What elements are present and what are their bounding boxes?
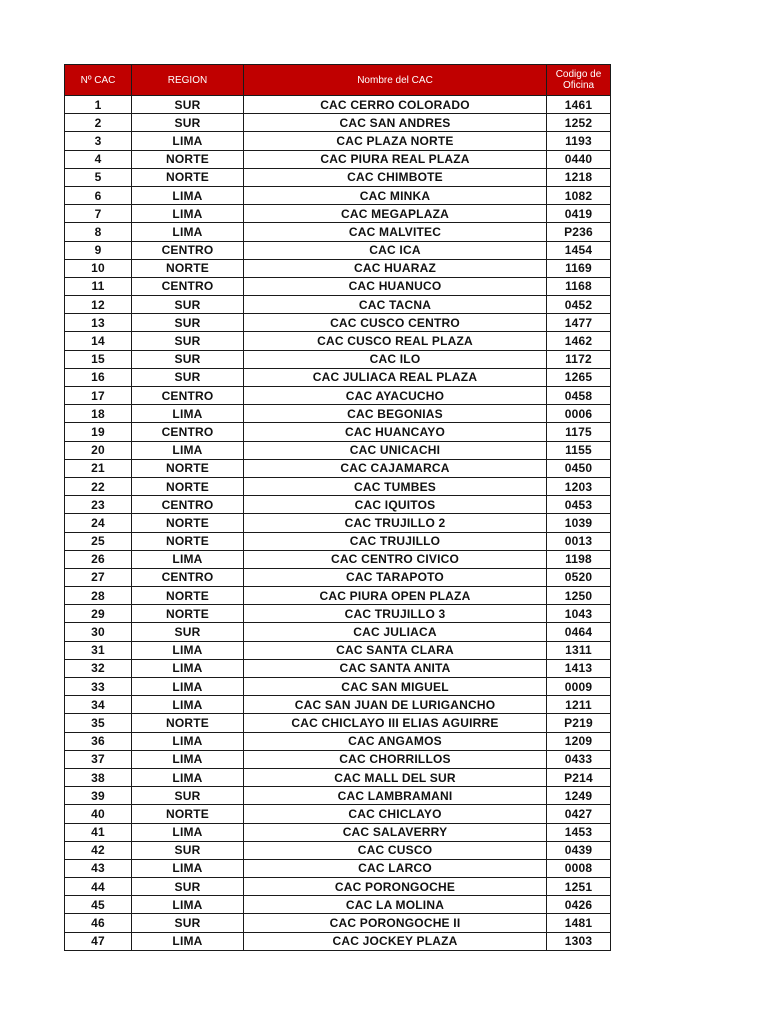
cell-name: CAC JOCKEY PLAZA — [244, 932, 547, 950]
cell-region: LIMA — [132, 896, 244, 914]
cell-region: CENTRO — [132, 241, 244, 259]
cell-region: NORTE — [132, 805, 244, 823]
cell-num: 31 — [65, 641, 132, 659]
cell-region: NORTE — [132, 532, 244, 550]
cell-code: P219 — [547, 714, 611, 732]
table-row — [65, 168, 611, 186]
cell-name: CAC JULIACA — [244, 623, 547, 641]
table-row — [65, 896, 611, 914]
cell-num: 43 — [65, 859, 132, 877]
cell-num: 9 — [65, 241, 132, 259]
cell-num: 36 — [65, 732, 132, 750]
table-row — [65, 859, 611, 877]
cell-name: CAC PORONGOCHE II — [244, 914, 547, 932]
cell-region: LIMA — [132, 132, 244, 150]
cell-region: NORTE — [132, 714, 244, 732]
table-row — [65, 459, 611, 477]
cell-code: 0009 — [547, 678, 611, 696]
cell-code: 0452 — [547, 296, 611, 314]
table-row — [65, 405, 611, 423]
cell-name: CAC MEGAPLAZA — [244, 205, 547, 223]
cell-name: CAC HUARAZ — [244, 259, 547, 277]
cell-name: CAC ANGAMOS — [244, 732, 547, 750]
cell-name: CAC TARAPOTO — [244, 568, 547, 586]
cell-num: 16 — [65, 368, 132, 386]
cell-region: LIMA — [132, 641, 244, 659]
cell-code: 0453 — [547, 496, 611, 514]
cell-code: 1453 — [547, 823, 611, 841]
cell-name: CAC LAMBRAMANI — [244, 787, 547, 805]
cell-region: CENTRO — [132, 387, 244, 405]
table-row — [65, 678, 611, 696]
cell-region: LIMA — [132, 223, 244, 241]
cell-region: LIMA — [132, 405, 244, 423]
cell-num: 39 — [65, 787, 132, 805]
cell-region: SUR — [132, 368, 244, 386]
cell-name: CAC PIURA OPEN PLAZA — [244, 587, 547, 605]
cell-name: CAC SAN ANDRES — [244, 114, 547, 132]
cell-code: 1172 — [547, 350, 611, 368]
cell-name: CAC CHICLAYO III ELIAS AGUIRRE — [244, 714, 547, 732]
table-row — [65, 387, 611, 405]
cell-num: 44 — [65, 878, 132, 896]
table-header — [65, 65, 611, 96]
table-row — [65, 841, 611, 859]
table-row — [65, 114, 611, 132]
cell-name: CAC CUSCO — [244, 841, 547, 859]
header-code: Codigo de Oficina — [547, 65, 611, 96]
table-row — [65, 696, 611, 714]
cell-region: SUR — [132, 787, 244, 805]
cell-num: 42 — [65, 841, 132, 859]
cell-region: LIMA — [132, 441, 244, 459]
cell-num: 18 — [65, 405, 132, 423]
cell-region: SUR — [132, 332, 244, 350]
cell-region: LIMA — [132, 859, 244, 877]
cell-num: 8 — [65, 223, 132, 241]
cell-name: CAC PLAZA NORTE — [244, 132, 547, 150]
cell-region: NORTE — [132, 459, 244, 477]
cell-name: CAC CHORRILLOS — [244, 750, 547, 768]
cell-region: SUR — [132, 878, 244, 896]
table-row — [65, 878, 611, 896]
cell-region: LIMA — [132, 678, 244, 696]
cell-code: 1413 — [547, 659, 611, 677]
cell-num: 33 — [65, 678, 132, 696]
cell-num: 24 — [65, 514, 132, 532]
table-row — [65, 932, 611, 950]
cell-code: 0008 — [547, 859, 611, 877]
cell-num: 6 — [65, 186, 132, 204]
cell-num: 25 — [65, 532, 132, 550]
cell-code: 1251 — [547, 878, 611, 896]
cell-region: SUR — [132, 914, 244, 932]
cell-num: 1 — [65, 96, 132, 114]
cell-num: 26 — [65, 550, 132, 568]
table-row — [65, 568, 611, 586]
cell-num: 23 — [65, 496, 132, 514]
cell-num: 47 — [65, 932, 132, 950]
cell-region: NORTE — [132, 605, 244, 623]
table-row — [65, 787, 611, 805]
cell-region: SUR — [132, 96, 244, 114]
cell-num: 38 — [65, 768, 132, 786]
table-row — [65, 768, 611, 786]
table-row — [65, 550, 611, 568]
cell-region: SUR — [132, 841, 244, 859]
cell-name: CAC TRUJILLO 2 — [244, 514, 547, 532]
cell-code: 1311 — [547, 641, 611, 659]
cell-num: 45 — [65, 896, 132, 914]
table-row — [65, 623, 611, 641]
cell-code: 1250 — [547, 587, 611, 605]
cell-name: CAC TRUJILLO — [244, 532, 547, 550]
cell-code: 0450 — [547, 459, 611, 477]
table-row — [65, 241, 611, 259]
table-row — [65, 714, 611, 732]
cell-region: SUR — [132, 350, 244, 368]
header-name: Nombre del CAC — [244, 65, 547, 96]
table-row — [65, 332, 611, 350]
table-row — [65, 350, 611, 368]
cell-name: CAC SAN JUAN DE LURIGANCHO — [244, 696, 547, 714]
cell-code: 1169 — [547, 259, 611, 277]
table-row — [65, 186, 611, 204]
cell-code: 0427 — [547, 805, 611, 823]
cell-name: CAC IQUITOS — [244, 496, 547, 514]
cell-region: LIMA — [132, 732, 244, 750]
cell-name: CAC MALL DEL SUR — [244, 768, 547, 786]
cell-code: 1211 — [547, 696, 611, 714]
cell-num: 40 — [65, 805, 132, 823]
table-row — [65, 750, 611, 768]
cell-name: CAC SALAVERRY — [244, 823, 547, 841]
cell-code: 1043 — [547, 605, 611, 623]
cell-name: CAC UNICACHI — [244, 441, 547, 459]
header-num: Nº CAC — [65, 65, 132, 96]
cell-name: CAC LARCO — [244, 859, 547, 877]
cell-code: 0433 — [547, 750, 611, 768]
cell-code: 0013 — [547, 532, 611, 550]
cell-region: NORTE — [132, 150, 244, 168]
table-row — [65, 314, 611, 332]
cell-region: LIMA — [132, 550, 244, 568]
table-row — [65, 150, 611, 168]
cell-code: 0419 — [547, 205, 611, 223]
cell-num: 28 — [65, 587, 132, 605]
table-row — [65, 423, 611, 441]
header-row — [65, 65, 611, 96]
cell-code: 1082 — [547, 186, 611, 204]
cell-region: LIMA — [132, 932, 244, 950]
cell-region: NORTE — [132, 514, 244, 532]
cell-num: 22 — [65, 477, 132, 495]
table-row — [65, 914, 611, 932]
cell-name: CAC SANTA CLARA — [244, 641, 547, 659]
cell-num: 3 — [65, 132, 132, 150]
table-row — [65, 732, 611, 750]
cell-num: 37 — [65, 750, 132, 768]
cell-name: CAC PORONGOCHE — [244, 878, 547, 896]
table-row — [65, 805, 611, 823]
cell-region: LIMA — [132, 186, 244, 204]
cell-name: CAC ILO — [244, 350, 547, 368]
cell-name: CAC BEGONIAS — [244, 405, 547, 423]
cell-name: CAC TUMBES — [244, 477, 547, 495]
cell-code: 1218 — [547, 168, 611, 186]
cell-num: 7 — [65, 205, 132, 223]
cell-num: 4 — [65, 150, 132, 168]
cell-region: CENTRO — [132, 423, 244, 441]
cell-code: 1265 — [547, 368, 611, 386]
cell-code: 1252 — [547, 114, 611, 132]
cell-code: 1193 — [547, 132, 611, 150]
cell-region: SUR — [132, 314, 244, 332]
cell-name: CAC CERRO COLORADO — [244, 96, 547, 114]
cac-table — [64, 64, 611, 951]
cell-region: LIMA — [132, 823, 244, 841]
cell-region: CENTRO — [132, 277, 244, 295]
cell-region: SUR — [132, 623, 244, 641]
cell-region: NORTE — [132, 477, 244, 495]
table-row — [65, 132, 611, 150]
cell-name: CAC PIURA REAL PLAZA — [244, 150, 547, 168]
table-row — [65, 659, 611, 677]
cell-code: 0440 — [547, 150, 611, 168]
cell-name: CAC AYACUCHO — [244, 387, 547, 405]
table-row — [65, 605, 611, 623]
table-row — [65, 277, 611, 295]
cell-num: 14 — [65, 332, 132, 350]
cell-code: 0458 — [547, 387, 611, 405]
cell-region: NORTE — [132, 168, 244, 186]
table-row — [65, 223, 611, 241]
cell-region: LIMA — [132, 768, 244, 786]
cell-num: 21 — [65, 459, 132, 477]
cell-code: 1462 — [547, 332, 611, 350]
cell-num: 13 — [65, 314, 132, 332]
cell-region: LIMA — [132, 696, 244, 714]
cell-code: 1481 — [547, 914, 611, 932]
cell-num: 46 — [65, 914, 132, 932]
cell-code: 0520 — [547, 568, 611, 586]
table-row — [65, 441, 611, 459]
cell-region: NORTE — [132, 587, 244, 605]
cell-code: 1039 — [547, 514, 611, 532]
table-row — [65, 496, 611, 514]
cell-name: CAC LA MOLINA — [244, 896, 547, 914]
cell-num: 19 — [65, 423, 132, 441]
table-row — [65, 823, 611, 841]
cell-code: 1454 — [547, 241, 611, 259]
cell-region: CENTRO — [132, 496, 244, 514]
cell-code: 1477 — [547, 314, 611, 332]
cell-code: 0439 — [547, 841, 611, 859]
cell-name: CAC CUSCO CENTRO — [244, 314, 547, 332]
cell-num: 10 — [65, 259, 132, 277]
cell-name: CAC MALVITEC — [244, 223, 547, 241]
cell-num: 15 — [65, 350, 132, 368]
cell-code: 1168 — [547, 277, 611, 295]
cell-num: 32 — [65, 659, 132, 677]
table-row — [65, 641, 611, 659]
cell-num: 11 — [65, 277, 132, 295]
table-row — [65, 205, 611, 223]
cell-name: CAC CUSCO REAL PLAZA — [244, 332, 547, 350]
cell-name: CAC TACNA — [244, 296, 547, 314]
cell-name: CAC MINKA — [244, 186, 547, 204]
cell-code: 1203 — [547, 477, 611, 495]
header-region: REGION — [132, 65, 244, 96]
cell-num: 2 — [65, 114, 132, 132]
cell-name: CAC TRUJILLO 3 — [244, 605, 547, 623]
table-row — [65, 259, 611, 277]
cell-name: CAC HUANCAYO — [244, 423, 547, 441]
cell-region: CENTRO — [132, 568, 244, 586]
cell-code: P214 — [547, 768, 611, 786]
cell-code: 1198 — [547, 550, 611, 568]
cell-name: CAC SANTA ANITA — [244, 659, 547, 677]
cell-code: 1155 — [547, 441, 611, 459]
table-row — [65, 96, 611, 114]
cell-name: CAC HUANUCO — [244, 277, 547, 295]
cell-name: CAC CAJAMARCA — [244, 459, 547, 477]
table-row — [65, 368, 611, 386]
table-body — [65, 96, 611, 951]
table-row — [65, 296, 611, 314]
cell-num: 17 — [65, 387, 132, 405]
cell-name: CAC CHICLAYO — [244, 805, 547, 823]
cell-code: 0426 — [547, 896, 611, 914]
cell-num: 29 — [65, 605, 132, 623]
cell-code: 0006 — [547, 405, 611, 423]
cell-num: 41 — [65, 823, 132, 841]
cell-num: 35 — [65, 714, 132, 732]
cell-code: 1209 — [547, 732, 611, 750]
cell-name: CAC JULIACA REAL PLAZA — [244, 368, 547, 386]
cell-region: SUR — [132, 296, 244, 314]
cell-name: CAC SAN MIGUEL — [244, 678, 547, 696]
cell-code: P236 — [547, 223, 611, 241]
cell-code: 1461 — [547, 96, 611, 114]
cell-num: 27 — [65, 568, 132, 586]
cell-code: 1175 — [547, 423, 611, 441]
cell-name: CAC CHIMBOTE — [244, 168, 547, 186]
cell-num: 30 — [65, 623, 132, 641]
cell-region: LIMA — [132, 659, 244, 677]
table-row — [65, 514, 611, 532]
cell-code: 1249 — [547, 787, 611, 805]
cell-num: 20 — [65, 441, 132, 459]
cell-region: LIMA — [132, 750, 244, 768]
table-row — [65, 477, 611, 495]
cell-name: CAC ICA — [244, 241, 547, 259]
table-row — [65, 532, 611, 550]
cell-num: 5 — [65, 168, 132, 186]
cell-code: 0464 — [547, 623, 611, 641]
cell-code: 1303 — [547, 932, 611, 950]
cell-region: LIMA — [132, 205, 244, 223]
cell-name: CAC CENTRO CIVICO — [244, 550, 547, 568]
cell-region: SUR — [132, 114, 244, 132]
cell-region: NORTE — [132, 259, 244, 277]
cell-num: 34 — [65, 696, 132, 714]
cell-num: 12 — [65, 296, 132, 314]
table-row — [65, 587, 611, 605]
